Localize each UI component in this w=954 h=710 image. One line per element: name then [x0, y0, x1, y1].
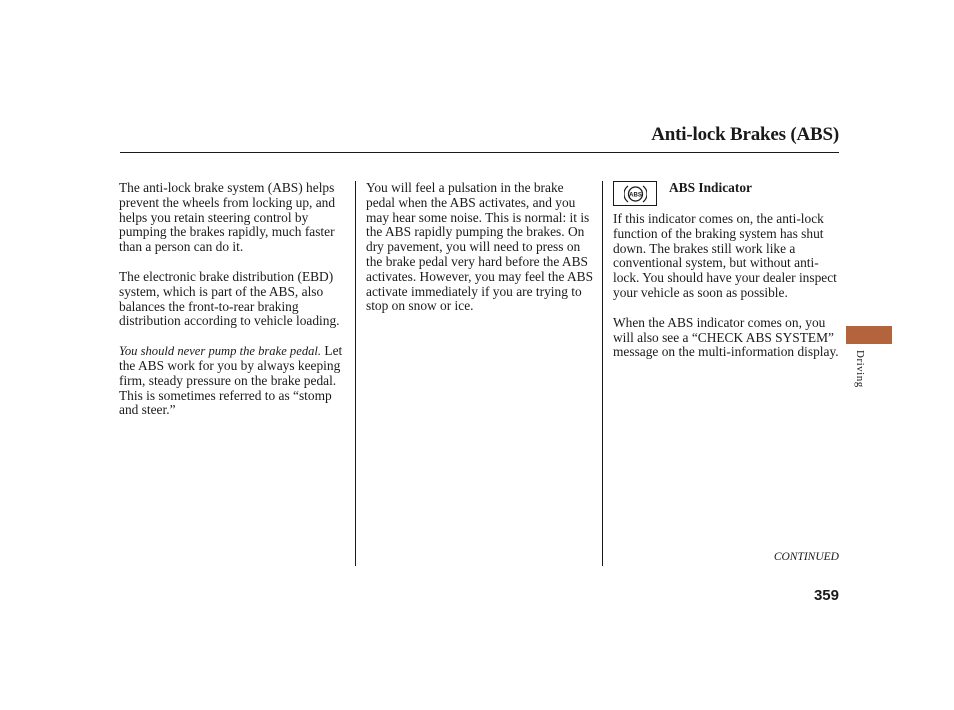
continued-label: CONTINUED: [773, 551, 839, 563]
section-tab-label: Driving: [854, 350, 866, 388]
page-number: 359: [813, 587, 839, 604]
section-tab-marker: [846, 326, 892, 344]
abs-indicator-heading: ABS Indicator: [669, 180, 752, 195]
check-abs-paragraph: When the ABS indicator comes on, you will also see a “CHECK ABS SYSTEM” message on the multi-information display.: [613, 314, 839, 360]
abs-intro-paragraph: The anti-lock brake system (ABS) helps prevent the wheels from locking up, and helps you retain steering control by pumping the brakes rapidly, much faster than a person can do it.: [119, 180, 336, 255]
pulsation-paragraph: You will feel a pulsation in the brake pedal when the ABS activates, and you may hear some noise. This is normal: it is the ABS rapidly pumping the brakes. On dry pavement, you will need to press on the brake pedal very hard before the ABS activates. However, you may feel the ABS activate immediately if you are trying to stop on snow or ice.: [366, 180, 594, 314]
column-3: [613, 181, 841, 375]
ebd-paragraph: The electronic brake distribution (EBD) system, which is part of the ABS, also balances the front-to-rear braking distribution according to vehicle loading.: [119, 268, 340, 329]
indicator-on-paragraph: If this indicator comes on, the anti-lock function of the braking system has shut down. The brakes still work like a conventional system, but without anti-lock. You should have your dealer inspect your vehicle as soon as possible.: [613, 211, 837, 300]
column-2: [366, 181, 594, 329]
abs-indicator-heading-row: [613, 181, 841, 212]
pump-warning-text: Let the ABS work for you by always keeping firm, steady pressure on the brake pedal. This is sometimes referred to as “stomp and steer.”: [119, 343, 343, 418]
column-divider-2: [602, 181, 603, 566]
column-divider-1: [355, 181, 356, 566]
pump-warning-paragraph: [119, 344, 347, 418]
abs-symbol-text: ABS: [629, 192, 642, 199]
column-1: [119, 181, 347, 433]
abs-symbol-svg: [624, 184, 647, 204]
title-rule: [120, 152, 839, 153]
abs-indicator-icon: [613, 181, 657, 206]
pump-warning-italic: You should never pump the brake pedal.: [119, 344, 322, 359]
page-title: Anti-lock Brakes (ABS): [651, 124, 839, 145]
